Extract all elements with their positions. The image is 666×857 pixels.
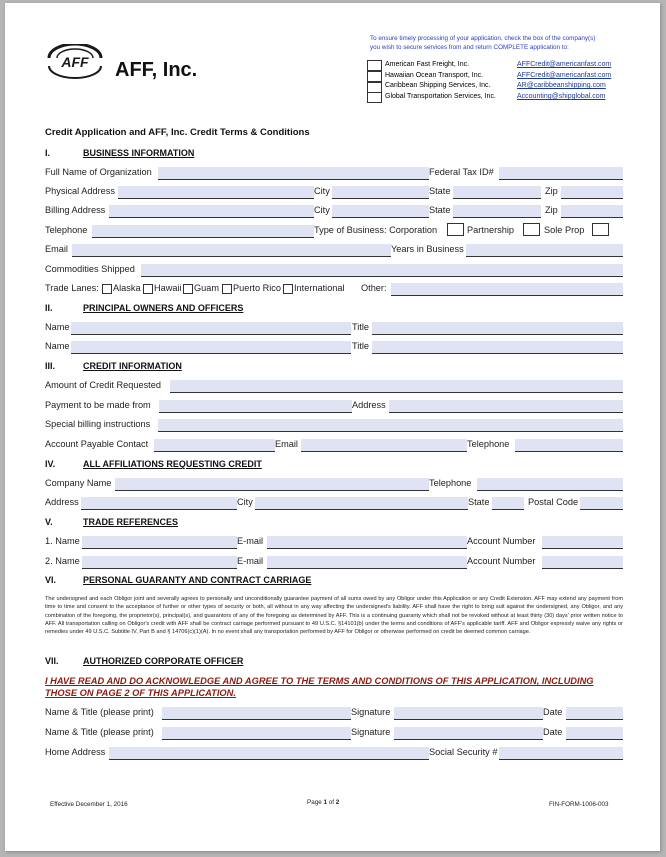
label-partnership: Partnership bbox=[467, 225, 514, 235]
ref-1-account-field[interactable] bbox=[542, 536, 623, 549]
page-total: 2 bbox=[335, 799, 340, 806]
page-indicator bbox=[307, 799, 339, 807]
label-sole-prop: Sole Prop bbox=[544, 225, 585, 235]
label-name: Name bbox=[45, 341, 70, 351]
amount-credit-field[interactable] bbox=[170, 380, 623, 393]
label-postal-code: Postal Code bbox=[528, 497, 579, 507]
section-title: CREDIT INFORMATION bbox=[83, 361, 182, 371]
international-checkbox[interactable] bbox=[283, 284, 293, 294]
label-special-billing: Special billing instructions bbox=[45, 419, 151, 429]
hawaii-checkbox[interactable] bbox=[143, 284, 153, 294]
partnership-checkbox[interactable] bbox=[523, 223, 540, 236]
full-name-field[interactable] bbox=[158, 167, 429, 180]
label-company-name: Company Name bbox=[45, 478, 112, 488]
instruction-line-2: you wish to secure services from and return COMPLETE application to: bbox=[370, 44, 569, 51]
label-ref-2-name: 2. Name bbox=[45, 556, 80, 566]
officer-2-name-title-field[interactable] bbox=[162, 727, 351, 740]
company-name: AFF, Inc. bbox=[115, 59, 198, 81]
payment-from-field[interactable] bbox=[159, 400, 352, 413]
credit-application-page bbox=[5, 3, 660, 851]
label-state: State bbox=[429, 186, 451, 196]
checkbox-hawaiian-ocean[interactable] bbox=[367, 71, 382, 82]
section-number: VI. bbox=[45, 575, 57, 585]
ap-contact-field[interactable] bbox=[154, 439, 275, 452]
company-option-label: American Fast Freight, Inc. bbox=[385, 61, 470, 68]
billing-city-field[interactable] bbox=[332, 205, 429, 218]
company-option-label: Global Transportation Services, Inc. bbox=[385, 93, 496, 100]
label-date: Date bbox=[543, 727, 563, 737]
label-name-title: Name & Title (please print) bbox=[45, 727, 154, 737]
guam-checkbox[interactable] bbox=[183, 284, 193, 294]
label-international: International bbox=[294, 283, 345, 293]
special-billing-field[interactable] bbox=[158, 419, 623, 432]
payment-address-field[interactable] bbox=[389, 400, 623, 413]
company-option-label: Caribbean Shipping Services, Inc. bbox=[385, 82, 491, 89]
effective-date: Effective December 1, 2016 bbox=[50, 801, 128, 808]
physical-state-field[interactable] bbox=[453, 186, 541, 199]
affiliation-company-field[interactable] bbox=[115, 478, 429, 491]
label-e-mail: E-mail bbox=[237, 536, 264, 546]
label-title: Title bbox=[352, 341, 370, 351]
company-email-link[interactable]: AFFCredit@americanfast.com bbox=[517, 61, 612, 68]
billing-state-field[interactable] bbox=[453, 205, 541, 218]
years-in-business-field[interactable] bbox=[466, 244, 623, 257]
company-email-link[interactable]: AFFCredit@americanfast.com bbox=[517, 72, 612, 79]
ref-2-account-field[interactable] bbox=[542, 556, 623, 569]
section-title: AUTHORIZED CORPORATE OFFICER bbox=[83, 656, 244, 666]
label-full-name: Full Name of Organization bbox=[45, 167, 152, 177]
officer-1-name-title-field[interactable] bbox=[162, 707, 351, 720]
label-billing-address: Billing Address bbox=[45, 205, 106, 215]
label-e-mail: E-mail bbox=[237, 556, 264, 566]
section-title: PRINCIPAL OWNERS AND OFFICERS bbox=[83, 303, 244, 313]
logo-text: AFF bbox=[61, 54, 89, 70]
label-state: State bbox=[468, 497, 490, 507]
label-social-security: Social Security # bbox=[429, 747, 498, 757]
label-account-number: Account Number bbox=[467, 536, 536, 546]
owner-2-name-field[interactable] bbox=[71, 341, 351, 354]
label-name: Name bbox=[45, 322, 70, 332]
label-address: Address bbox=[352, 400, 386, 410]
puerto-rico-checkbox[interactable] bbox=[222, 284, 232, 294]
section-title: PERSONAL GUARANTY AND CONTRACT CARRIAGE bbox=[83, 575, 312, 585]
owner-2-title-field[interactable] bbox=[372, 341, 623, 354]
label-ap-contact: Account Payable Contact bbox=[45, 439, 149, 449]
page-of: of bbox=[326, 799, 336, 806]
label-physical-address: Physical Address bbox=[45, 186, 115, 196]
federal-tax-field[interactable] bbox=[499, 167, 623, 180]
label-city: City bbox=[314, 186, 330, 196]
owner-1-name-field[interactable] bbox=[71, 322, 351, 335]
officer-2-signature-field[interactable] bbox=[394, 727, 543, 740]
label-home-address: Home Address bbox=[45, 747, 106, 757]
label-type-business: Type of Business: Corporation bbox=[314, 225, 438, 235]
billing-address-field[interactable] bbox=[109, 205, 314, 218]
company-option-label: Hawaiian Ocean Transport, Inc. bbox=[385, 72, 484, 79]
label-hawaii: Hawaii bbox=[154, 283, 182, 293]
label-puerto-rico: Puerto Rico bbox=[233, 283, 282, 293]
officer-1-date-field[interactable] bbox=[566, 707, 623, 720]
physical-city-field[interactable] bbox=[332, 186, 429, 199]
label-ref-1-name: 1. Name bbox=[45, 536, 80, 546]
ap-telephone-field[interactable] bbox=[515, 439, 623, 452]
acknowledgement-statement: I HAVE READ AND DO ACKNOWLEDGE AND AGREE TO THE TERMS AND CONDITIONS OF THIS APPLICATION, INCLUDING THOSE ON PAGE 2 OF THIS APPLICATION. bbox=[45, 676, 594, 698]
affiliation-telephone-field[interactable] bbox=[477, 478, 623, 491]
email-field[interactable] bbox=[72, 244, 391, 257]
label-telephone: Telephone bbox=[45, 225, 88, 235]
label-account-number: Account Number bbox=[467, 556, 536, 566]
label-other: Other: bbox=[361, 283, 387, 293]
label-zip: Zip bbox=[545, 205, 558, 215]
instruction-line-1: To ensure timely processing of your application, check the box of the company(s) bbox=[370, 35, 596, 42]
label-signature: Signature bbox=[351, 707, 391, 717]
page-prefix: Page bbox=[307, 799, 324, 806]
social-security-field[interactable] bbox=[499, 747, 623, 760]
checkbox-global-transportation[interactable] bbox=[367, 92, 382, 103]
label-signature: Signature bbox=[351, 727, 391, 737]
affiliation-address-field[interactable] bbox=[81, 497, 237, 510]
home-address-field[interactable] bbox=[109, 747, 429, 760]
sole-prop-checkbox[interactable] bbox=[592, 223, 609, 236]
label-zip: Zip bbox=[545, 186, 558, 196]
label-address: Address bbox=[45, 497, 79, 507]
label-federal-tax: Federal Tax ID# bbox=[429, 167, 494, 177]
label-state: State bbox=[429, 205, 451, 215]
officer-2-date-field[interactable] bbox=[566, 727, 623, 740]
label-guam: Guam bbox=[194, 283, 220, 293]
alaska-checkbox[interactable] bbox=[102, 284, 112, 294]
label-trade-lanes: Trade Lanes: bbox=[45, 283, 99, 293]
ref-1-name-field[interactable] bbox=[82, 536, 237, 549]
billing-zip-field[interactable] bbox=[561, 205, 623, 218]
label-date: Date bbox=[543, 707, 563, 717]
section-title: TRADE REFERENCES bbox=[83, 517, 179, 527]
aff-logo-icon bbox=[43, 44, 107, 80]
label-years: Years in Business bbox=[391, 244, 464, 254]
label-telephone: Telephone bbox=[429, 478, 472, 488]
physical-zip-field[interactable] bbox=[561, 186, 623, 199]
section-number: II. bbox=[45, 303, 53, 313]
telephone-field[interactable] bbox=[92, 225, 314, 238]
section-title: BUSINESS INFORMATION bbox=[83, 148, 195, 158]
page-number: 1 bbox=[323, 799, 327, 806]
physical-address-field[interactable] bbox=[118, 186, 314, 199]
label-amount-credit: Amount of Credit Requested bbox=[45, 380, 161, 390]
label-email: Email bbox=[275, 439, 298, 449]
ref-2-name-field[interactable] bbox=[82, 556, 237, 569]
company-email-link[interactable]: AR@caribbeanshipping.com bbox=[517, 82, 606, 89]
affiliation-state-field[interactable] bbox=[492, 497, 524, 510]
document-title: Credit Application and AFF, Inc. Credit Terms & Conditions bbox=[45, 127, 310, 138]
company-email-link[interactable]: Accounting@shipglobal.com bbox=[517, 93, 606, 100]
corporation-checkbox[interactable] bbox=[447, 223, 464, 236]
section-number: VII. bbox=[45, 656, 59, 666]
label-city: City bbox=[314, 205, 330, 215]
guaranty-paragraph: The undersigned and each Obligor joint and severally agrees to personally and unconditionally guarantee payment of all sums owed by any Obligor under this Application or any Credit Extension. AFF may extend any payment from time to time and consent to the acceptance of further or other types of security or both, all without in any way affecting the undersigned's liability. AFF shall have the right to bring suit against the undersigned, any Obligor, and any combination of the foregoing, the proprietor(s), principal(s), and guarantors of any of the foregoing as determined by AFF. This is a continuing guaranty which shall not be revoked without at least thirty (30) days' prior written notice to AFF. All transportation calling on Obligor's credit with AFF shall be contract carriage performed pursuant to 49 U.S.C. §14101(b) under the terms and conditions of AFF's applicable tariff. AFF and Obligor expressly waive any rights or remedies under 49 U.S.C. Subtitle IV, Part B and § 14706(c)(1)(A). In no event shall any transportation performed by AFF for Obligor or otherwise performed on credit be deemed common carriage. bbox=[45, 596, 623, 636]
section-number: IV. bbox=[45, 459, 56, 469]
commodities-field[interactable] bbox=[141, 264, 623, 277]
label-alaska: Alaska bbox=[113, 283, 141, 293]
section-number: III. bbox=[45, 361, 56, 371]
other-trade-lane-field[interactable] bbox=[391, 283, 623, 296]
label-city: City bbox=[237, 497, 253, 507]
section-number: I. bbox=[45, 148, 51, 158]
form-id: FIN-FORM-1006-003 bbox=[549, 801, 609, 808]
label-email: Email bbox=[45, 244, 68, 254]
label-payment-from: Payment to be made from bbox=[45, 400, 151, 410]
ap-email-field[interactable] bbox=[301, 439, 467, 452]
officer-1-signature-field[interactable] bbox=[394, 707, 543, 720]
affiliation-city-field[interactable] bbox=[255, 497, 468, 510]
section-number: V. bbox=[45, 517, 53, 527]
ref-2-email-field[interactable] bbox=[267, 556, 467, 569]
label-telephone: Telephone bbox=[467, 439, 510, 449]
checkbox-american-fast-freight[interactable] bbox=[367, 60, 382, 71]
owner-1-title-field[interactable] bbox=[372, 322, 623, 335]
label-commodities: Commodities Shipped bbox=[45, 264, 135, 274]
label-title: Title bbox=[352, 322, 370, 332]
label-name-title: Name & Title (please print) bbox=[45, 707, 154, 717]
affiliation-postal-field[interactable] bbox=[580, 497, 623, 510]
section-title: ALL AFFILIATIONS REQUESTING CREDIT bbox=[83, 459, 262, 469]
ref-1-email-field[interactable] bbox=[267, 536, 467, 549]
